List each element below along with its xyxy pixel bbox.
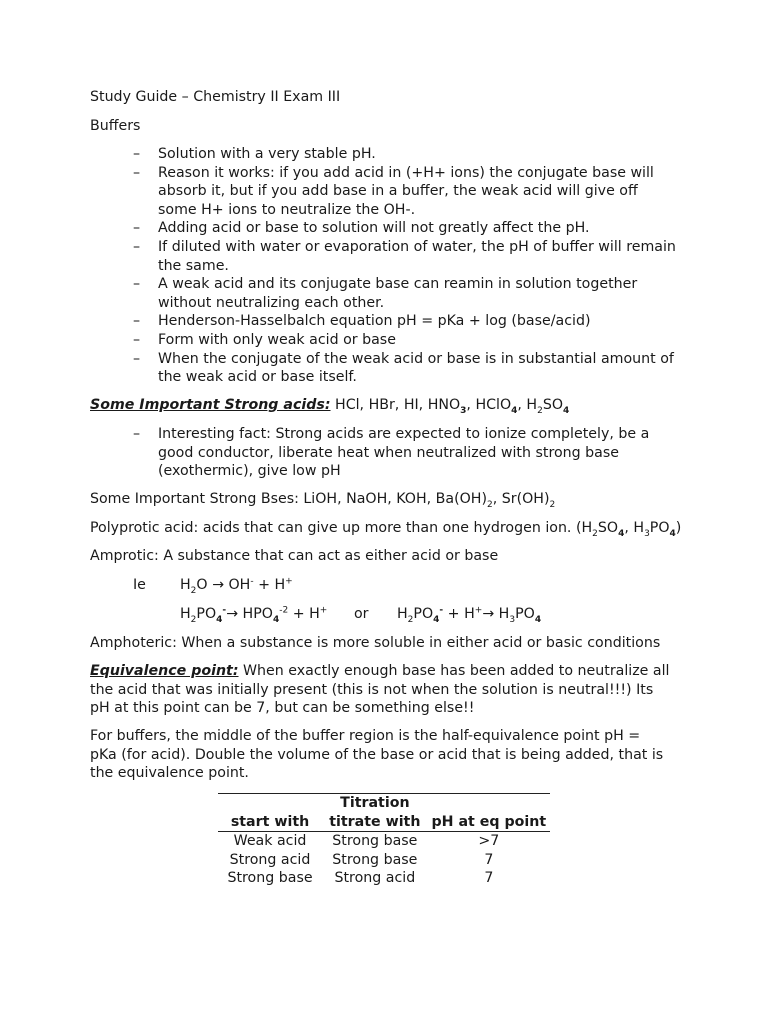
dash-bullet: – [133, 350, 141, 367]
polyprotic-definition: Polyprotic acid: acids that can give up more than one hydrogen ion. ($H_2SO_4$, $H_3PO_4$) [90, 520, 682, 539]
table-row [218, 851, 550, 870]
list-item: – Henderson-Hasselbalch equation pH = pKa + log (base/acid) [133, 313, 591, 330]
dash-bullet: – [133, 276, 141, 293]
amphoteric-definition: Amphoteric: When a substance is more soluble in either acid or basic conditions [90, 635, 661, 651]
table-cell: Strong base [332, 851, 418, 868]
list-item: – Interesting fact: Strong acids are expected to ionize completely, be a good conductor, liberate heat when neutralized with strong base (exothermic), give low pH [133, 426, 650, 480]
table-cell: 7 [484, 870, 494, 887]
table-cell: Strong acid [334, 870, 416, 887]
table-cell: Strong base [332, 833, 418, 850]
list-item: – A weak acid and its conjugate base can reamin in solution together without neutralizing each other. [133, 276, 638, 311]
column-header: start with [218, 813, 322, 832]
table-group-header: Titration [340, 795, 410, 811]
table-cell: Strong acid [229, 851, 311, 868]
list-item: – Reason it works: if you add acid in (+H+ ions) the conjugate base will absorb it, but if you add base in a buffer, the weak acid will give off some H+ ions to neutralize the OH-. [133, 164, 654, 218]
list-item: – If diluted with water or evaporation of water, the pH of buffer will remain the same. [133, 238, 676, 274]
equivalence-point-label: Equivalence point: [90, 663, 239, 679]
dash-bullet: – [133, 331, 141, 348]
table-row [218, 832, 550, 851]
dash-bullet: – [133, 146, 141, 162]
equation-water: $H_2O \to OH^- + H^+$ [180, 576, 293, 596]
dash-bullet: – [133, 426, 141, 442]
dash-bullet: – [133, 313, 141, 330]
equation-dihydrogen-phosphate-base: $H_2PO_4^-\to HPO_4^{-2} + H^+$ [180, 605, 328, 625]
table-cell: >7 [478, 833, 500, 850]
table-header-row [218, 813, 550, 832]
section-heading-buffers: Buffers [90, 118, 141, 134]
amprotic-definition: Amprotic: A substance that can act as either acid or base [90, 548, 499, 564]
list-item: – Adding acid or base to solution will not greatly affect the pH. [133, 220, 590, 237]
dash-bullet: – [133, 238, 141, 255]
ie-label: Ie [133, 577, 146, 593]
titration-table [218, 793, 550, 888]
strong-acids-line: Some Important Strong acids: HCl, HBr, HI, $HNO_3$, HClO$_4$, $H_2SO_4$ [90, 397, 570, 416]
list-item: – Solution with a very stable pH. [133, 146, 376, 162]
column-header: titrate with [322, 813, 428, 832]
or-word: or [354, 606, 369, 622]
equivalence-point-paragraph: Equivalence point: When exactly enough base has been added to neutralize all the acid that was initially present (this is not when the solution is neutral!!!) Its pH at this point can be 7, but can be something else!! [90, 663, 670, 717]
table-cell: 7 [484, 851, 494, 868]
strong-bases-line: Some Important Strong Bses: LiOH, NaOH, KOH, $Ba(OH)_2$, $Sr(OH)_2$ [90, 491, 556, 510]
strong-acid-fact-list [90, 425, 680, 481]
column-header: pH at eq point [428, 813, 550, 832]
list-item: – When the conjugate of the weak acid or base is in substantial amount of the weak acid or base itself. [133, 350, 674, 386]
table-row [218, 869, 550, 888]
strong-acids-label: Some Important Strong acids: [90, 397, 331, 413]
table-cell: Strong base [227, 870, 313, 887]
dash-bullet: – [133, 220, 141, 237]
list-item: – Form with only weak acid or base [133, 331, 396, 348]
buffers-half-equivalence-paragraph: For buffers, the middle of the buffer region is the half-equivalence point pH = pKa (for acid). Double the volume of the base or acid that is being added, that is the equivalence point. [90, 728, 664, 782]
table-cell: Weak acid [233, 833, 307, 850]
page-title: Study Guide – Chemistry II Exam III [90, 89, 341, 105]
buffer-points-list [90, 145, 680, 387]
dash-bullet: – [133, 164, 141, 181]
equation-dihydrogen-phosphate-acid: $H_2PO_4^- + H^+\to H_3PO_4$ [397, 605, 542, 625]
